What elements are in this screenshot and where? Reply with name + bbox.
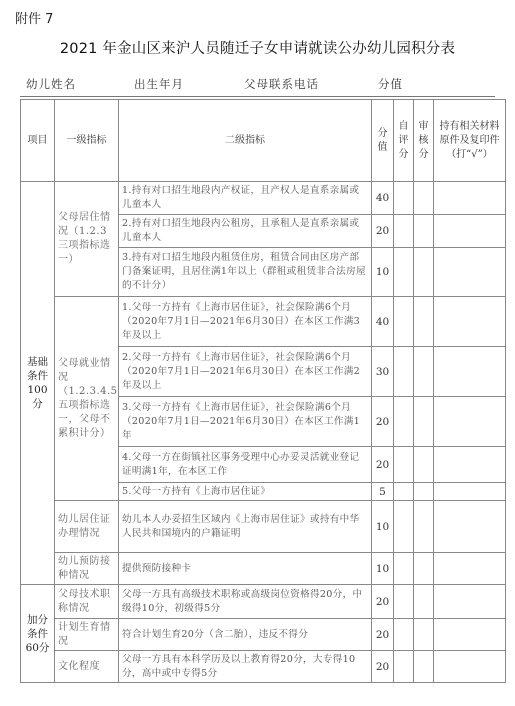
self-eval-cell[interactable] bbox=[394, 182, 414, 215]
page-title: 2021 年金山区来沪人员随迁子女申请就读公办幼儿园积分表 bbox=[59, 41, 456, 57]
materials-cell[interactable] bbox=[434, 248, 506, 297]
col-self-eval: 自评分 bbox=[394, 100, 414, 182]
self-eval-cell[interactable] bbox=[394, 619, 414, 651]
self-eval-cell[interactable] bbox=[394, 347, 414, 397]
review-cell[interactable] bbox=[414, 619, 434, 651]
table-row bbox=[21, 501, 506, 553]
level2-text: 幼儿本人办妥招生区域内《上海市居住证》或持有中华人民共和国境内的户籍证明 bbox=[119, 501, 372, 553]
col-item: 项目 bbox=[21, 100, 55, 182]
level2-text: 3.父母一方持有《上海市居住证》，社会保险满6个月（2020年7月1日—2021年6月30日）在本区工作满1年 bbox=[119, 397, 372, 447]
level2-text: 3.持有对口招生地段内租赁住房，租赁合同由区房产部门备案证明，且居住满1年以上（群租或租赁非合法房屋的不计分） bbox=[119, 248, 372, 297]
table-row bbox=[21, 585, 506, 619]
col-materials: 持有相关材料原件及复印件（打“√”） bbox=[434, 100, 506, 182]
materials-cell[interactable] bbox=[434, 483, 506, 501]
level2-text: 1.父母一方持有《上海市居住证》，社会保险满6个月（2020年7月1日—2021年6月30日）在本区工作满3年及以上 bbox=[119, 297, 372, 347]
col-score: 分值 bbox=[372, 100, 394, 182]
level1-family-planning: 计划生育情况 bbox=[55, 619, 119, 651]
review-cell[interactable] bbox=[414, 501, 434, 553]
level2-text: 4.父母一方在街镇社区事务受理中心办妥灵活就业登记证明满1年，在本区工作 bbox=[119, 447, 372, 483]
row-score: 10 bbox=[372, 248, 394, 297]
level1-vaccination: 幼儿预防接种情况 bbox=[55, 553, 119, 585]
score-table bbox=[20, 99, 506, 683]
level2-text: 2.父母一方持有《上海市居住证》，社会保险满6个月（2020年7月1日—2021年6月30日）在本区工作满2年及以上 bbox=[119, 347, 372, 397]
level2-text: 符合计划生育20分（含二胎），违反不得分 bbox=[119, 619, 372, 651]
materials-cell[interactable] bbox=[434, 447, 506, 483]
info-underline bbox=[20, 96, 495, 97]
birth-date-label: 出生年月 bbox=[134, 77, 184, 91]
level2-text: 父母一方具有本科学历及以上教育得20分，大专得10分，高中或中专得5分 bbox=[119, 651, 372, 683]
materials-cell[interactable] bbox=[434, 501, 506, 553]
materials-cell[interactable] bbox=[434, 215, 506, 248]
self-eval-cell[interactable] bbox=[394, 397, 414, 447]
self-eval-cell[interactable] bbox=[394, 215, 414, 248]
level1-employment: 父母就业情况（1.2.3.4.5五项指标选一，父母不累积计分） bbox=[55, 297, 119, 501]
col-level2: 二级指标 bbox=[119, 100, 372, 182]
row-score: 20 bbox=[372, 619, 394, 651]
row-score: 20 bbox=[372, 215, 394, 248]
table-row bbox=[21, 182, 506, 215]
review-cell[interactable] bbox=[414, 182, 434, 215]
self-eval-cell[interactable] bbox=[394, 585, 414, 619]
row-score: 20 bbox=[372, 397, 394, 447]
score-label: 分值 bbox=[378, 77, 403, 91]
row-score: 10 bbox=[372, 501, 394, 553]
materials-cell[interactable] bbox=[434, 182, 506, 215]
materials-cell[interactable] bbox=[434, 347, 506, 397]
materials-cell[interactable] bbox=[434, 297, 506, 347]
annex-label: 附件 7 bbox=[15, 12, 54, 27]
review-cell[interactable] bbox=[414, 347, 434, 397]
row-score: 20 bbox=[372, 585, 394, 619]
row-score: 40 bbox=[372, 182, 394, 215]
level2-text: 父母一方具有高级技术职称或高级岗位资格得20分，中级得10分，初级得5分 bbox=[119, 585, 372, 619]
self-eval-cell[interactable] bbox=[394, 483, 414, 501]
table-row bbox=[21, 619, 506, 651]
review-cell[interactable] bbox=[414, 215, 434, 248]
section-bonus-label: 加分条件 60分 bbox=[21, 585, 55, 683]
col-level1: 一级指标 bbox=[55, 100, 119, 182]
row-score: 10 bbox=[372, 553, 394, 585]
table-row bbox=[21, 553, 506, 585]
parent-phone-label: 父母联系电话 bbox=[244, 77, 319, 91]
self-eval-cell[interactable] bbox=[394, 447, 414, 483]
self-eval-cell[interactable] bbox=[394, 297, 414, 347]
self-eval-cell[interactable] bbox=[394, 553, 414, 585]
level1-residence: 父母居住情况（1.2.3三项指标选一） bbox=[55, 182, 119, 297]
row-score: 30 bbox=[372, 347, 394, 397]
self-eval-cell[interactable] bbox=[394, 501, 414, 553]
materials-cell[interactable] bbox=[434, 651, 506, 683]
row-score: 20 bbox=[372, 447, 394, 483]
level2-text: 2.持有对口招生地段内公租房，且承租人是直系亲属或儿童本人 bbox=[119, 215, 372, 248]
header-row bbox=[21, 100, 506, 182]
level2-text: 1.持有对口招生地段内产权证，且产权人是直系亲属或儿童本人 bbox=[119, 182, 372, 215]
materials-cell[interactable] bbox=[434, 553, 506, 585]
section-basic-label: 基础条件 100分 bbox=[21, 182, 55, 585]
review-cell[interactable] bbox=[414, 447, 434, 483]
level2-text: 提供预防接种卡 bbox=[119, 553, 372, 585]
self-eval-cell[interactable] bbox=[394, 248, 414, 297]
review-cell[interactable] bbox=[414, 553, 434, 585]
review-cell[interactable] bbox=[414, 483, 434, 501]
materials-cell[interactable] bbox=[434, 619, 506, 651]
row-score: 5 bbox=[372, 483, 394, 501]
materials-cell[interactable] bbox=[434, 397, 506, 447]
level1-education: 文化程度 bbox=[55, 651, 119, 683]
level1-title: 父母技术职称情况 bbox=[55, 585, 119, 619]
review-cell[interactable] bbox=[414, 397, 434, 447]
col-review: 审核分 bbox=[414, 100, 434, 182]
row-score: 40 bbox=[372, 297, 394, 347]
materials-cell[interactable] bbox=[434, 585, 506, 619]
level1-child-permit: 幼儿居住证办理情况 bbox=[55, 501, 119, 553]
review-cell[interactable] bbox=[414, 585, 434, 619]
row-score: 20 bbox=[372, 651, 394, 683]
table-row bbox=[21, 297, 506, 347]
table-row bbox=[21, 651, 506, 683]
review-cell[interactable] bbox=[414, 297, 434, 347]
self-eval-cell[interactable] bbox=[394, 651, 414, 683]
level2-text: 5.父母一方持有《上海市居住证》 bbox=[119, 483, 372, 501]
review-cell[interactable] bbox=[414, 248, 434, 297]
child-name-label: 幼儿姓名 bbox=[26, 77, 76, 91]
review-cell[interactable] bbox=[414, 651, 434, 683]
